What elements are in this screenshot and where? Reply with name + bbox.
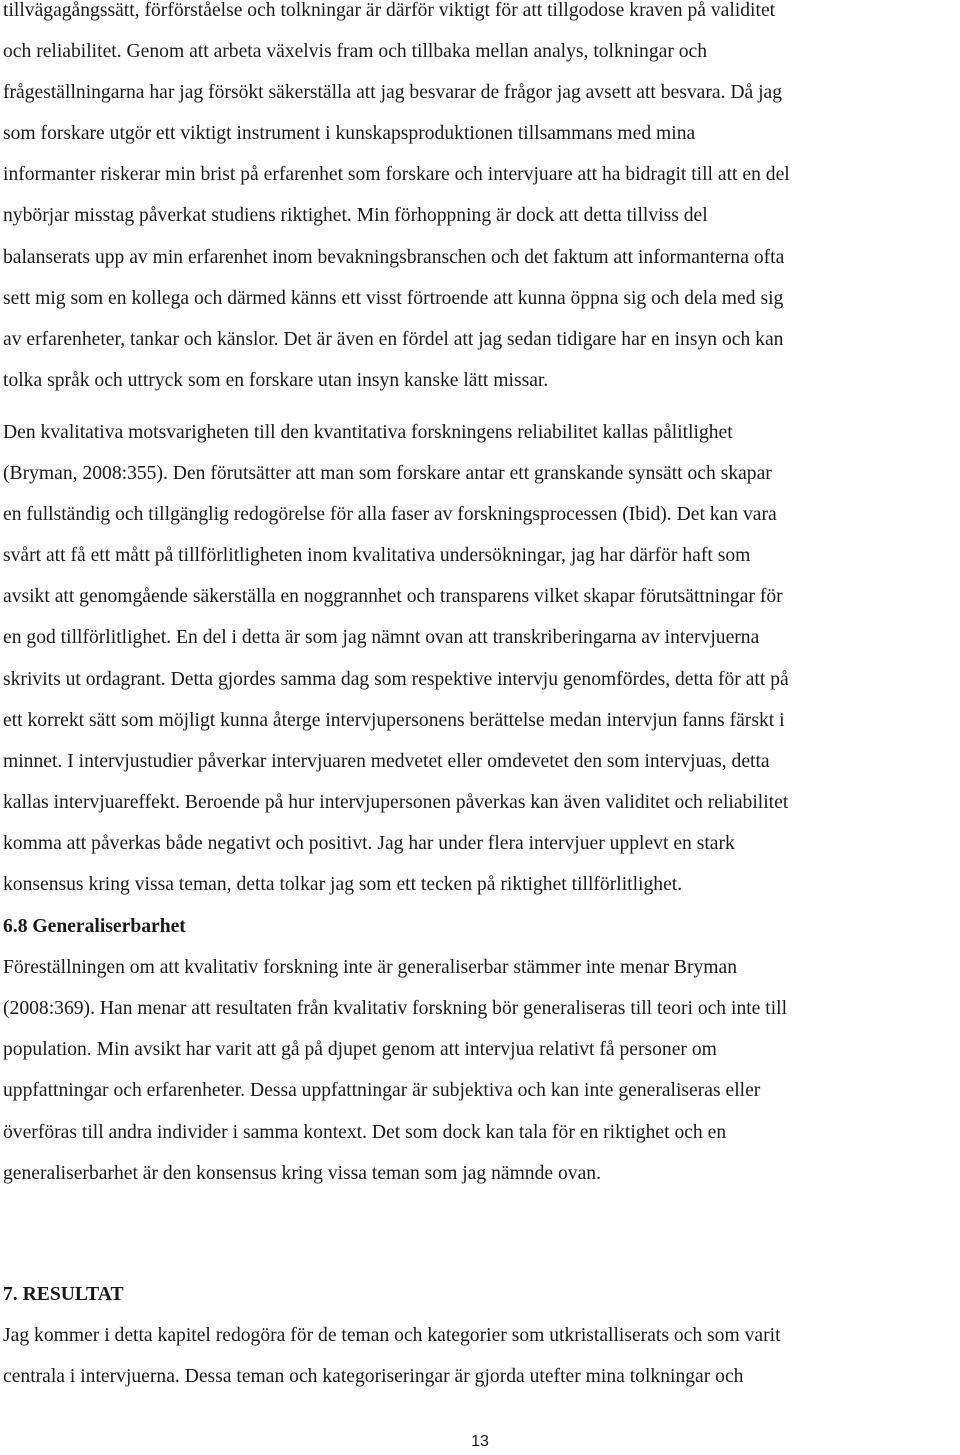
- text-line: avsikt att genomgående säkerställa en noggrannhet och transparens vilket skapar förutsättningar för: [3, 586, 783, 608]
- text-line: konsensus kring vissa teman, detta tolkar jag som ett tecken på riktighet tillförlitlighet.: [3, 873, 683, 895]
- paragraph-resultat: [3, 1315, 958, 1397]
- paragraph-spacer: [3, 401, 958, 412]
- text-line: minnet. I intervjustudier påverkar intervjuaren medvetet eller omdevetet den som intervjuas, detta: [3, 750, 770, 772]
- text-line: Föreställningen om att kvalitativ forskning inte är generaliserbar stämmer inte menar Bryman: [3, 957, 738, 979]
- section-heading-resultat: 7. RESULTAT: [3, 1283, 124, 1305]
- paragraph-reliability: [3, 412, 958, 905]
- page-number: 13: [471, 1433, 489, 1450]
- text-line: av erfarenheter, tankar och känslor. Det är även en fördel att jag sedan tidigare har en insyn och kan: [3, 328, 784, 350]
- text-line: skrivits ut ordagrant. Detta gjordes samma dag som respektive intervju genomfördes, detta för att på: [3, 668, 789, 690]
- text-line: (Bryman, 2008:355). Den förutsätter att man som forskare antar ett granskande synsätt och skapar: [3, 463, 772, 485]
- section-spacer: [3, 1234, 958, 1274]
- text-line: tillvägagångssätt, förförståelse och tolkningar är därför viktigt för att tillgodose kraven på validitet: [3, 0, 776, 21]
- text-line: kallas intervjuareffekt. Beroende på hur intervjupersonen påverkas kan även validitet och reliabilitet: [3, 791, 789, 813]
- text-line: ett korrekt sätt som möjligt kunna återge intervjupersonens berättelse medan intervjun fanns färskt i: [3, 709, 785, 731]
- text-line: Den kvalitativa motsvarigheten till den kvantitativa forskningens reliabilitet kallas pålitlighet: [3, 421, 733, 443]
- paragraph-validity: [3, 0, 958, 401]
- text-line: Jag kommer i detta kapitel redogöra för de teman och kategorier som utkristalliserats och som varit: [3, 1324, 781, 1346]
- text-line: uppfattningar och erfarenheter. Dessa uppfattningar är subjektiva och kan inte generaliseras eller: [3, 1080, 761, 1102]
- text-line: generaliserbarhet är den konsensus kring vissa teman som jag nämnde ovan.: [3, 1162, 601, 1184]
- text-line: en fullständig och tillgänglig redogörelse för alla faser av forskningsprocessen (Ibid). Det kan vara: [3, 504, 777, 526]
- text-line: informanter riskerar min brist på erfarenhet som forskare och intervjuare att ha bidragit till att en del: [3, 164, 790, 186]
- paragraph-generaliserbarhet: [3, 947, 958, 1194]
- text-line: frågeställningarna har jag försökt säkerställa att jag besvarar de frågor jag avsett att besvara. Då jag: [3, 82, 783, 104]
- text-line: centrala i intervjuerna. Dessa teman och kategoriseringar är gjorda utefter mina tolkningar och: [3, 1365, 744, 1387]
- text-line: balanserats upp av min erfarenhet inom bevakningsbranschen och det faktum att informanterna ofta: [3, 246, 785, 268]
- document-page: [3, 0, 958, 1397]
- text-line: (2008:369). Han menar att resultaten från kvalitativ forskning bör generaliseras till teori och inte till: [3, 998, 788, 1020]
- text-line: en god tillförlitlighet. En del i detta är som jag nämnt ovan att transkriberingarna av intervjuerna: [3, 627, 760, 649]
- text-line: nybörjar misstag påverkat studiens riktighet. Min förhoppning är dock att detta tillviss del: [3, 205, 708, 227]
- text-line: överföras till andra individer i samma kontext. Det som dock kan tala för en riktighet och en: [3, 1121, 727, 1143]
- text-line: komma att påverkas både negativt och positivt. Jag har under flera intervjuer upplevt en stark: [3, 832, 735, 854]
- text-line: och reliabilitet. Genom att arbeta växelvis fram och tillbaka mellan analys, tolkningar och: [3, 41, 708, 63]
- text-line: population. Min avsikt har varit att gå på djupet genom att intervjua relativt få personer om: [3, 1039, 717, 1061]
- text-line: tolka språk och uttryck som en forskare utan insyn kanske lätt missar.: [3, 369, 549, 391]
- text-line: som forskare utgör ett viktigt instrument i kunskapsproduktionen tillsammans med mina: [3, 123, 696, 145]
- section-spacer: [3, 1194, 958, 1234]
- text-line: svårt att få ett mått på tillförlitligheten inom kvalitativa undersökningar, jag har därför haft som: [3, 545, 751, 567]
- section-heading-generaliserbarhet: 6.8 Generaliserbarhet: [3, 916, 186, 938]
- text-line: sett mig som en kollega och därmed känns ett visst förtroende att kunna öppna sig och dela med sig: [3, 287, 784, 309]
